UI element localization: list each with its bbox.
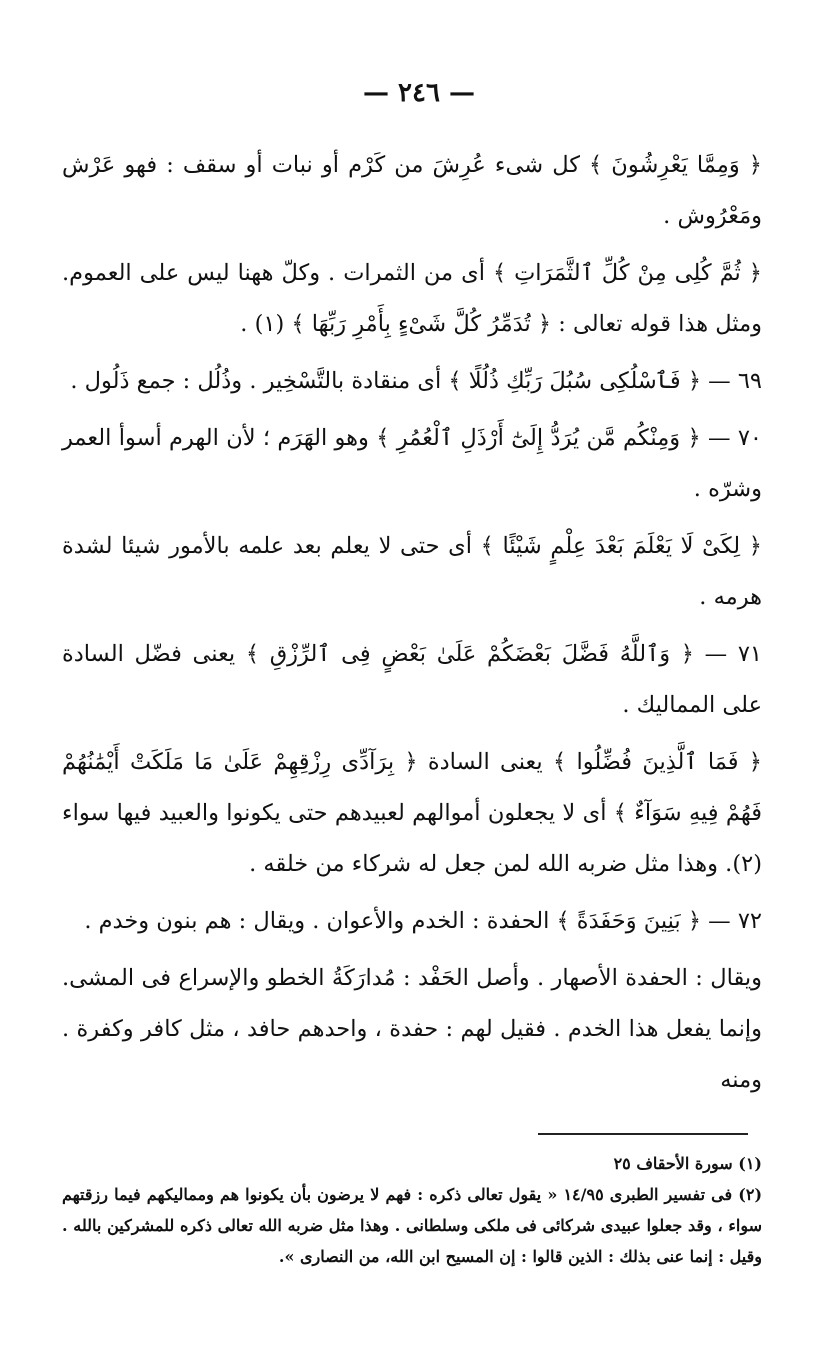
footnote-divider: [538, 1133, 748, 1135]
paragraph-verse-70: ٧٠ — ﴿ وَمِنْكُم مَّن يُرَدُّ إِلَىٰٓ أَرْذَلِ ٱلْعُمُرِ ﴾ وهو الهَرَم ؛ لأن الهرم أسوأ العمر وشرّه .: [62, 425, 762, 502]
paragraph-verse-71: ٧١ — ﴿ وَٱللَّهُ فَضَّلَ بَعْضَكُمْ عَلَىٰ بَعْضٍ فِى ٱلرِّزْقِ ﴾ يعنى فضّل السادة على المماليك .: [62, 641, 763, 718]
paragraph-ayah-yarishun: ﴿ وَمِمَّا يَعْرِشُونَ ﴾ كل شىء عُرِشَ من كَرْم أو نبات أو سقف : فهو عَرْش ومَعْرُوش .: [62, 152, 762, 229]
paragraph-verse-69: ٦٩ — ﴿ فَٱسْلُكِى سُبُلَ رَبِّكِ ذُلُلًا ﴾ أى منقادة بالتَّسْخِير . وذُلُل : جمع ذَلُول .: [70, 368, 762, 394]
paragraph-ayah-kuli: ﴿ ثُمَّ كُلِى مِنْ كُلِّ ٱلثَّمَرَاتِ ﴾ أى من الثمرات . وكلّ ههنا ليس على العموم. ومثل هذا قوله تعالى : ﴿ تُدَمِّرُ كُلَّ شَىْءٍ بِأَمْرِ رَبِّهَا ﴾ (١) .: [62, 260, 762, 337]
body-text: [62, 140, 762, 1112]
paragraph-fama-alladhina: ﴿ فَمَا ٱلَّذِينَ فُضِّلُوا ﴾ يعنى السادة ﴿ بِرَآدِّى رِزْقِهِمْ عَلَىٰ مَا مَلَكَتْ أَيْمَٰنُهُمْ فَهُمْ فِيهِ سَوَآءٌ ﴾ أى لا يجعلون أموالهم لعبيدهم حتى يكونوا والعبيد فيها سواء (٢). وهذا مثل ضربه الله لمن جعل له شركاء من خلقه .: [62, 749, 762, 877]
paragraph-verse-72: ٧٢ — ﴿ بَنِينَ وَحَفَدَةً ﴾ الحفدة : الخدم والأعوان . ويقال : هم بنون وخدم .: [84, 908, 762, 934]
footnote-2: (٢) فى تفسير الطبرى ١٤/٩٥ « يقول تعالى ذكره : فهم لا يرضون بأن يكونوا هم ومماليكهم فيما رزقتهم سواء ، وقد جعلوا عبيدى شركائى فى ملكى وسلطانى . وهذا مثل ضربه الله تعالى ذكره للمشركين بالله . وقيل : إنما عنى بذلك : الذين قالوا : إن المسيح ابن الله، من النصارى ».: [62, 1185, 763, 1266]
page-number: — ٢٤٦ —: [362, 78, 476, 108]
paragraph-likay-la-yalam: ﴿ لِكَىْ لَا يَعْلَمَ بَعْدَ عِلْمٍ شَيْئًا ﴾ أى حتى لا يعلم بعد علمه بالأمور شيئا لشدة هرمه .: [62, 533, 762, 610]
footnotes: [62, 1148, 762, 1272]
footnote-1: (١) سورة الأحقاف ٢٥: [613, 1154, 762, 1173]
paragraph-hafada: ويقال : الحفدة الأصهار . وأصل الحَفْد : مُدارَكَةُ الخطو والإسراع فى المشى. وإنما يفعل هذا الخدم . فقيل لهم : حفدة ، واحدهم حافد ، مثل كافر وكفرة . ومنه: [62, 965, 762, 1093]
